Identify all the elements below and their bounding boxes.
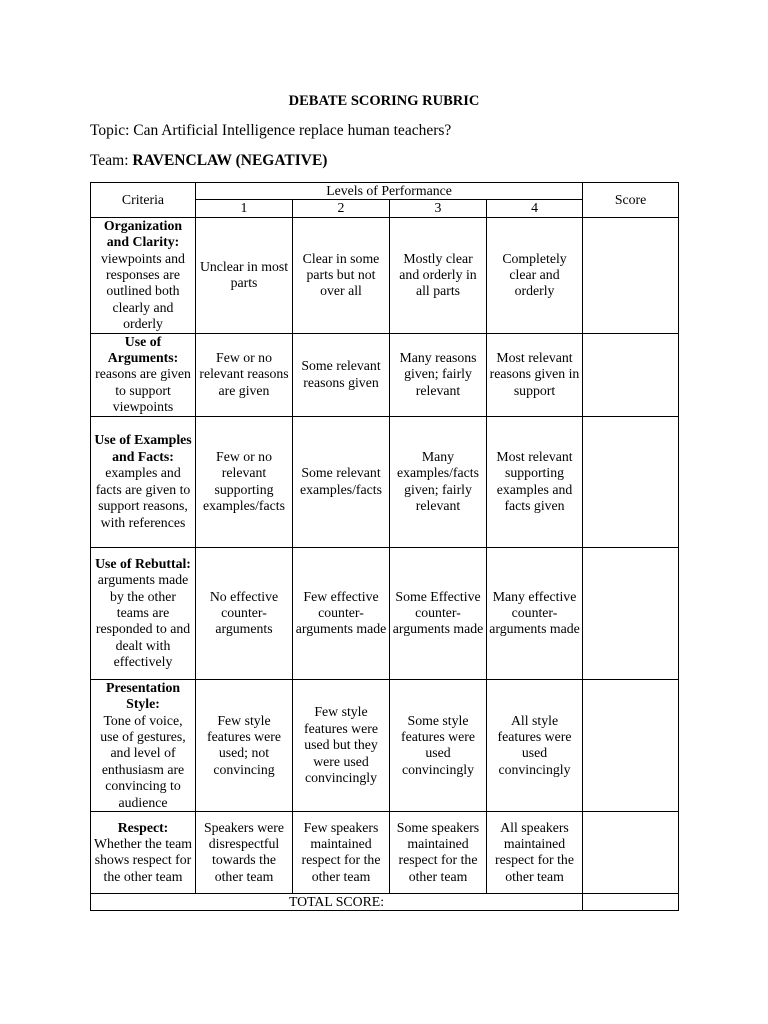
- levels-header: Levels of Performance: [196, 183, 583, 200]
- total-score-cell[interactable]: [583, 893, 679, 910]
- level-3-cell: Mostly clear and orderly in all parts: [390, 217, 487, 333]
- score-cell[interactable]: [583, 217, 679, 333]
- score-header: Score: [583, 183, 679, 218]
- criteria-description: Tone of voice, use of gestures, and level of enthusiasm are convincing to audience: [100, 712, 186, 810]
- table-row: [91, 547, 679, 679]
- level-2-cell: Some relevant examples/facts: [293, 416, 390, 547]
- score-cell[interactable]: [583, 547, 679, 679]
- table-row: [91, 217, 679, 333]
- criteria-cell: [91, 679, 196, 811]
- score-cell[interactable]: [583, 416, 679, 547]
- score-cell[interactable]: [583, 333, 679, 416]
- criteria-description: viewpoints and responses are outlined both clearly and orderly: [101, 250, 185, 332]
- document-title: DEBATE SCORING RUBRIC: [288, 93, 480, 109]
- topic-line: Topic: Can Artificial Intelligence replace human teachers?: [90, 122, 452, 139]
- level-4-cell: Many effective counter-arguments made: [487, 547, 583, 679]
- criteria-cell: [91, 333, 196, 416]
- table-row: [91, 416, 679, 547]
- level-3-header: 3: [390, 200, 487, 217]
- level-1-cell: Few style features were used; not convincing: [196, 679, 293, 811]
- rubric-table: [90, 182, 679, 911]
- table-row: [91, 811, 679, 893]
- criteria-title: Use of Arguments:: [107, 333, 179, 366]
- criteria-cell: [91, 811, 196, 893]
- criteria-title: Use of Rebuttal:: [95, 555, 191, 571]
- level-4-cell: Completely clear and orderly: [487, 217, 583, 333]
- total-row: [91, 893, 679, 910]
- criteria-title: Use of Examples and Facts:: [94, 432, 192, 464]
- level-4-cell: Most relevant reasons given in support: [487, 333, 583, 416]
- level-3-cell: Many reasons given; fairly relevant: [390, 333, 487, 416]
- level-4-cell: All speakers maintained respect for the other team: [487, 811, 583, 893]
- criteria-description: reasons are given to support viewpoints: [95, 366, 191, 415]
- team-line: [90, 152, 327, 170]
- criteria-cell: [91, 416, 196, 547]
- level-4-header: 4: [487, 200, 583, 217]
- level-3-cell: Many examples/facts given; fairly relevant: [390, 416, 487, 547]
- criteria-title: Organization and Clarity:: [103, 217, 183, 250]
- score-cell[interactable]: [583, 679, 679, 811]
- level-4-cell: Most relevant supporting examples and facts given: [487, 416, 583, 547]
- level-2-cell: Some relevant reasons given: [293, 333, 390, 416]
- level-3-cell: Some Effective counter-arguments made: [390, 547, 487, 679]
- level-1-cell: Few or no relevant reasons are given: [196, 333, 293, 416]
- level-2-header: 2: [293, 200, 390, 217]
- criteria-description: examples and facts are given to support reasons, with references: [95, 465, 191, 530]
- criteria-title: Presentation Style:: [105, 679, 181, 712]
- level-2-cell: Few effective counter-arguments made: [293, 547, 390, 679]
- level-2-cell: Few style features were used but they were used convincingly: [293, 679, 390, 811]
- level-2-cell: Few speakers maintained respect for the other team: [293, 811, 390, 893]
- table-row: [91, 679, 679, 811]
- team-label: Team:: [90, 152, 133, 169]
- criteria-header: Criteria: [91, 183, 196, 218]
- criteria-description: arguments made by the other teams are responded to and dealt with effectively: [95, 572, 191, 670]
- level-1-cell: Few or no relevant supporting examples/facts: [196, 416, 293, 547]
- level-1-cell: No effective counter-arguments: [196, 547, 293, 679]
- level-3-cell: Some style features were used convincingly: [390, 679, 487, 811]
- level-1-cell: Unclear in most parts: [196, 217, 293, 333]
- criteria-cell: [91, 217, 196, 333]
- level-1-header: 1: [196, 200, 293, 217]
- criteria-title: Respect:: [117, 819, 169, 835]
- total-score-label: TOTAL SCORE:: [91, 893, 583, 910]
- criteria-description: Whether the team shows respect for the other team: [93, 836, 193, 884]
- score-cell[interactable]: [583, 811, 679, 893]
- table-row: [91, 333, 679, 416]
- team-name: RAVENCLAW (NEGATIVE): [132, 152, 328, 169]
- level-4-cell: All style features were used convincingly: [487, 679, 583, 811]
- criteria-cell: [91, 547, 196, 679]
- level-3-cell: Some speakers maintained respect for the other team: [390, 811, 487, 893]
- level-1-cell: Speakers were disrespectful towards the other team: [196, 811, 293, 893]
- level-2-cell: Clear in some parts but not over all: [293, 217, 390, 333]
